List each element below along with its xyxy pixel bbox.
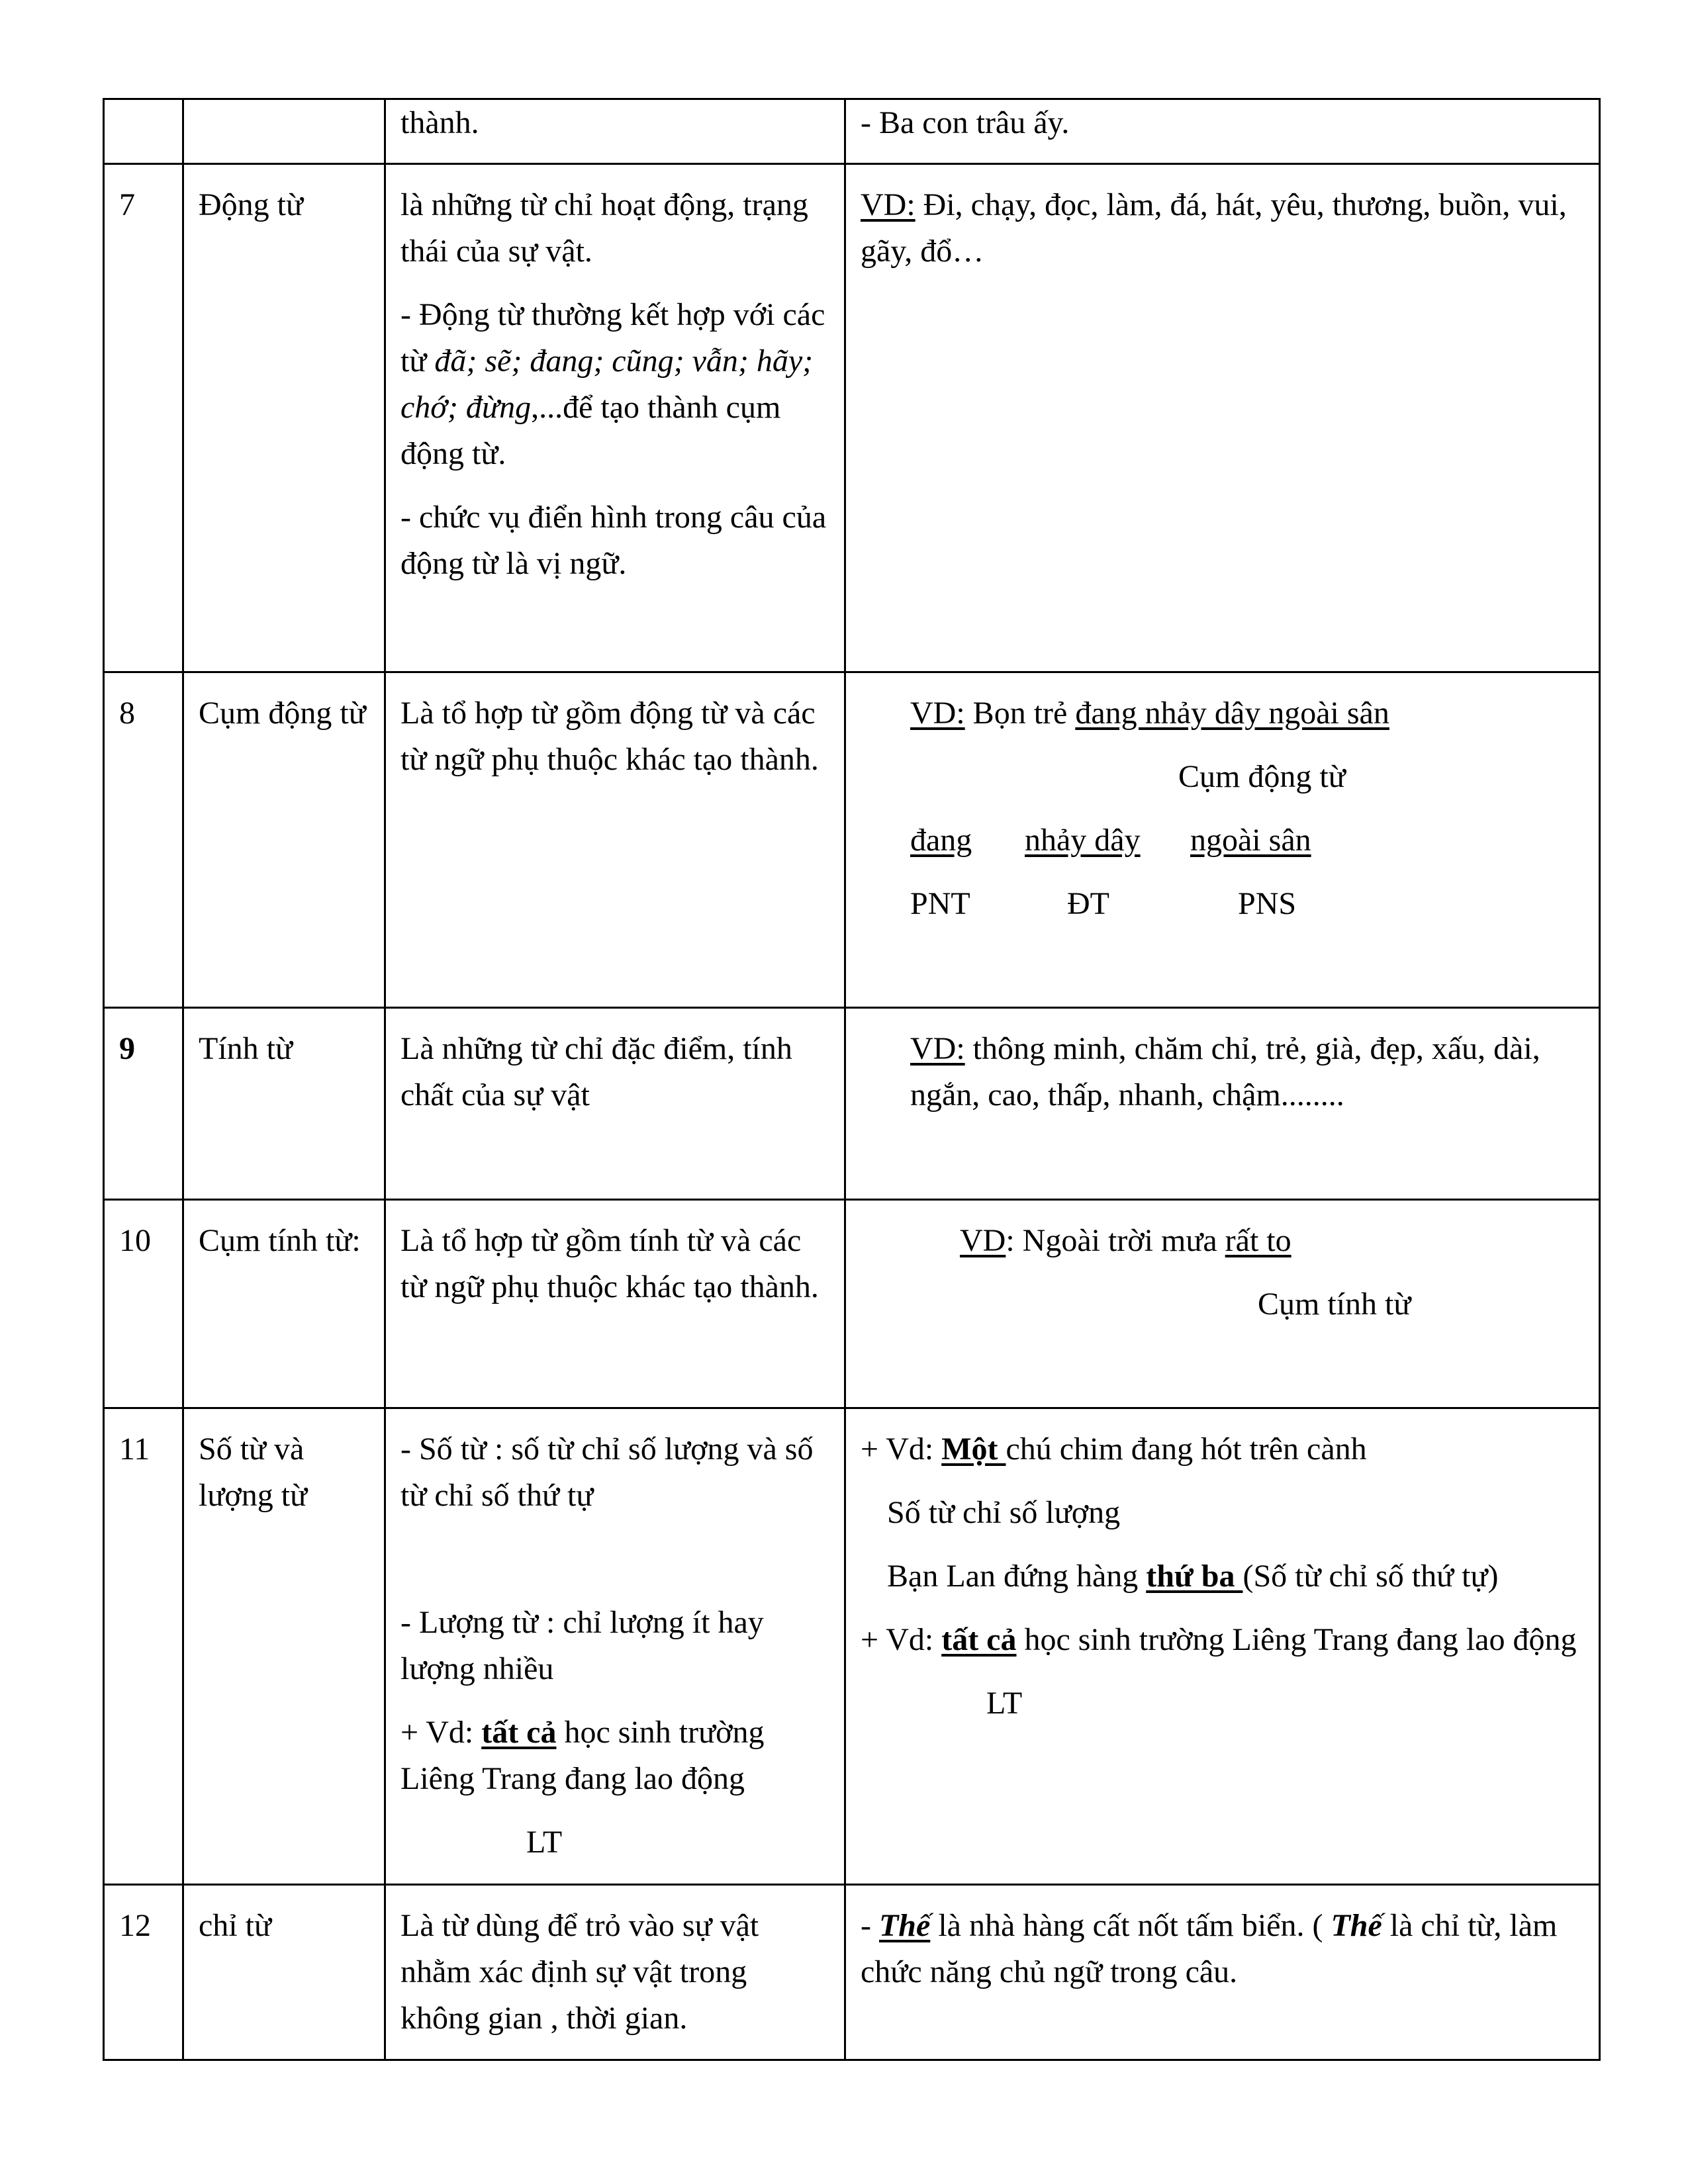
row-number: 9 xyxy=(104,1008,183,1200)
row-term: Số từ và lượng từ xyxy=(183,1408,385,1885)
table-row xyxy=(104,672,1600,1008)
row-example: - Ba con trâu ấy. xyxy=(845,99,1600,164)
row-definition: Là tổ hợp từ gồm tính từ và các từ ngữ phụ thuộc khác tạo thành. xyxy=(385,1200,845,1408)
table-row xyxy=(104,1408,1600,1885)
table-row xyxy=(104,99,1600,164)
table-row xyxy=(104,1885,1600,2060)
row-term: Động từ xyxy=(183,164,385,672)
row-number: 10 xyxy=(104,1200,183,1408)
row-number xyxy=(104,99,183,164)
row-term xyxy=(183,99,385,164)
table-row xyxy=(104,1200,1600,1408)
row-term: chỉ từ xyxy=(183,1885,385,2060)
row-number: 12 xyxy=(104,1885,183,2060)
row-example: - Thế là nhà hàng cất nốt tấm biển. ( Thế là chỉ từ, làm chức năng chủ ngữ trong câu. xyxy=(845,1885,1600,2060)
row-definition: Là những từ chỉ đặc điểm, tính chất của sự vật xyxy=(385,1008,845,1200)
row-number: 8 xyxy=(104,672,183,1008)
row-number: 7 xyxy=(104,164,183,672)
row-definition: là những từ chỉ hoạt động, trạng thái của sự vật. - Động từ thường kết hợp với các từ đã; sẽ; đang; cũng; vẫn; hãy; chớ; đừng,...để tạo thành cụm động từ. - chức vụ điển hình trong câu của động từ là vị ngữ. xyxy=(385,164,845,672)
row-term: Cụm động từ xyxy=(183,672,385,1008)
table-row xyxy=(104,164,1600,672)
row-example: VD: Đi, chạy, đọc, làm, đá, hát, yêu, thương, buồn, vui, gãy, đổ… xyxy=(845,164,1600,672)
row-example: VD: Bọn trẻ đang nhảy dây ngoài sân Cụm động từ đang nhảy dây ngoài sân PNT ĐT PNS xyxy=(845,672,1600,1008)
grammar-table xyxy=(103,98,1601,2061)
row-term: Tính từ xyxy=(183,1008,385,1200)
phrase-label: Cụm động từ xyxy=(1178,759,1346,794)
row-term: Cụm tính từ: xyxy=(183,1200,385,1408)
row-example: VD: thông minh, chăm chỉ, trẻ, già, đẹp, xấu, dài, ngắn, cao, thấp, nhanh, chậm........ xyxy=(845,1008,1600,1200)
row-definition: Là tổ hợp từ gồm động từ và các từ ngữ phụ thuộc khác tạo thành. xyxy=(385,672,845,1008)
row-example: + Vd: Một chú chim đang hót trên cành Số từ chỉ số lượng Bạn Lan đứng hàng thứ ba (Số từ chỉ số thứ tự) + Vd: tất cả học sinh trường Liêng Trang đang lao động LT xyxy=(845,1408,1600,1885)
row-definition: Là từ dùng để trỏ vào sự vật nhằm xác định sự vật trong không gian , thời gian. xyxy=(385,1885,845,2060)
row-example: VD: Ngoài trời mưa rất to Cụm tính từ xyxy=(845,1200,1600,1408)
row-definition: - Số từ : số từ chỉ số lượng và số từ chỉ số thứ tự - Lượng từ : chỉ lượng ít hay lượng nhiều + Vd: tất cả học sinh trường Liêng Trang đang lao động LT xyxy=(385,1408,845,1885)
row-definition: thành. xyxy=(385,99,845,164)
table-row xyxy=(104,1008,1600,1200)
row-number: 11 xyxy=(104,1408,183,1885)
phrase-label: Cụm tính từ xyxy=(1258,1287,1411,1322)
